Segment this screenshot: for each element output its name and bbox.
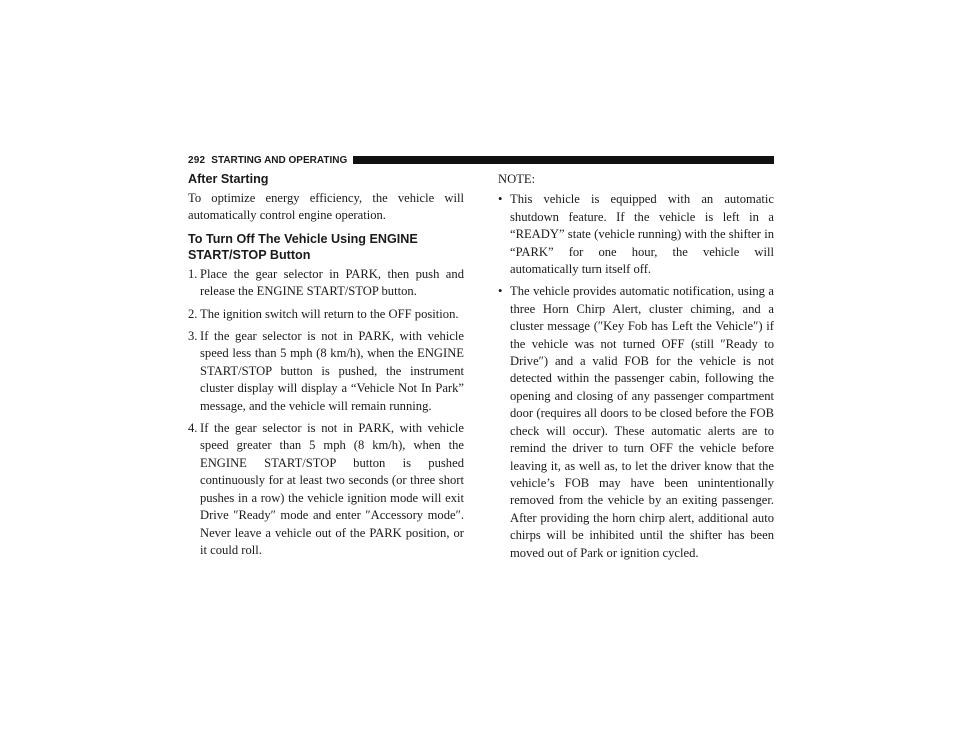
header-rule: [353, 156, 774, 164]
bullet-icon: •: [498, 284, 503, 299]
page-header: [188, 154, 774, 166]
heading-turn-off: To Turn Off The Vehicle Using ENGINE START/STOP Button: [188, 231, 418, 262]
section-title: STARTING AND OPERATING: [211, 154, 348, 166]
note-bullets: [498, 191, 774, 562]
list-item: 4. If the gear selector is not in PARK, with vehicle speed greater than 5 mph (8 km/h), when the ENGINE START/STOP button is pushed continuously for at least two seconds (or three short pushes in a row) the vehicle ignition mode will exit Drive ″Ready″ mode and enter ″Accessory mode″. Never leave a vehicle out of the PARK position, or it could roll.: [188, 421, 464, 557]
list-item: 2. The ignition switch will return to the OFF position.: [188, 306, 459, 321]
intro-paragraph: To optimize energy efficiency, the vehicle will automatically control engine operation.: [188, 191, 464, 223]
steps-list: [188, 266, 464, 560]
left-column: [188, 171, 464, 564]
list-item: • The vehicle provides automatic notification, using a three Horn Chirp Alert, cluster chiming, and a cluster message (″Key Fob has Left the Vehicle″) if the vehicle was not turned OFF (still ″Ready to Drive″) and a valid FOB for the vehicle is not detected within the passenger cabin, following the opening and closing of any passenger compartment door (requires all doors to be closed before the FOB check will occur). These automatic alerts are to remind the driver to turn OFF the vehicle before leaving it, as well as, to let the driver know that the vehicle’s FOB may have been unintentionally removed from the vehicle by an exiting passenger. After providing the horn chirp alert, additional auto chirps will be inhibited until the shifter has been moved out of Park or ignition cycled.: [498, 284, 774, 560]
right-column: [498, 171, 774, 567]
bullet-icon: •: [498, 192, 503, 207]
heading-after-starting: After Starting: [188, 172, 269, 186]
list-item: • This vehicle is equipped with an automatic shutdown feature. If the vehicle is left in a “READY” state (vehicle running) with the shifter in “PARK” for one hour, the vehicle will automatically turn itself off.: [498, 192, 774, 277]
note-label: NOTE:: [498, 172, 536, 186]
page-number: 292: [188, 154, 206, 166]
list-item: 1. Place the gear selector in PARK, then push and release the ENGINE START/STOP button.: [188, 266, 464, 299]
list-item: 3. If the gear selector is not in PARK, with vehicle speed less than 5 mph (8 km/h), when the ENGINE START/STOP button is pushed, the instrument cluster display will display a “Vehicle Not In Park” message, and the vehicle will remain running.: [188, 329, 464, 413]
